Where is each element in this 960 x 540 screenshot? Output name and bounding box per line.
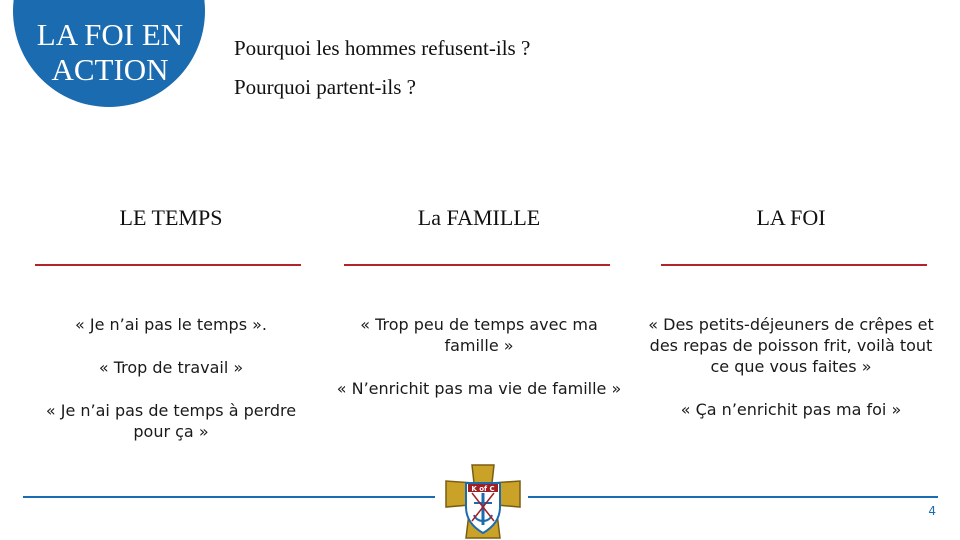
page-number: 4 bbox=[928, 504, 936, 518]
column-rule bbox=[661, 264, 927, 266]
column-item: « Des petits-déjeuners de crêpes et des repas de poisson frit, voilà tout ce que vous faites » bbox=[648, 315, 934, 376]
badge-line-2: ACTION bbox=[51, 52, 169, 87]
question-1: Pourquoi les hommes refusent-ils ? bbox=[234, 36, 531, 60]
column-item: « Je n’ai pas le temps ». bbox=[75, 315, 267, 334]
footer-rule-right bbox=[528, 496, 938, 498]
column-body-foi bbox=[646, 314, 936, 442]
column-body-famille bbox=[334, 314, 624, 421]
column-item: « Ça n’enrichit pas ma foi » bbox=[680, 400, 902, 419]
badge-line-1: LA FOI EN bbox=[36, 17, 184, 52]
column-item: « Trop de travail » bbox=[98, 358, 244, 377]
column-rule bbox=[35, 264, 301, 266]
footer-rule-left bbox=[23, 496, 435, 498]
column-heading-temps: LE TEMPS bbox=[119, 205, 223, 230]
question-2: Pourquoi partent-ils ? bbox=[234, 75, 416, 99]
emblem-lettering: K of C bbox=[471, 485, 495, 493]
column-body-temps bbox=[26, 314, 316, 464]
column-item: « N’enrichit pas ma vie de famille » bbox=[336, 379, 622, 398]
knights-of-columbus-emblem-icon bbox=[444, 463, 522, 540]
column-heading-foi: LA FOI bbox=[756, 205, 826, 230]
column-item: « Je n’ai pas de temps à perdre pour ça » bbox=[45, 401, 297, 441]
column-heading-famille: La FAMILLE bbox=[417, 205, 541, 230]
column-rule bbox=[344, 264, 610, 266]
column-item: « Trop peu de temps avec ma famille » bbox=[360, 315, 598, 355]
badge-title bbox=[20, 17, 200, 87]
